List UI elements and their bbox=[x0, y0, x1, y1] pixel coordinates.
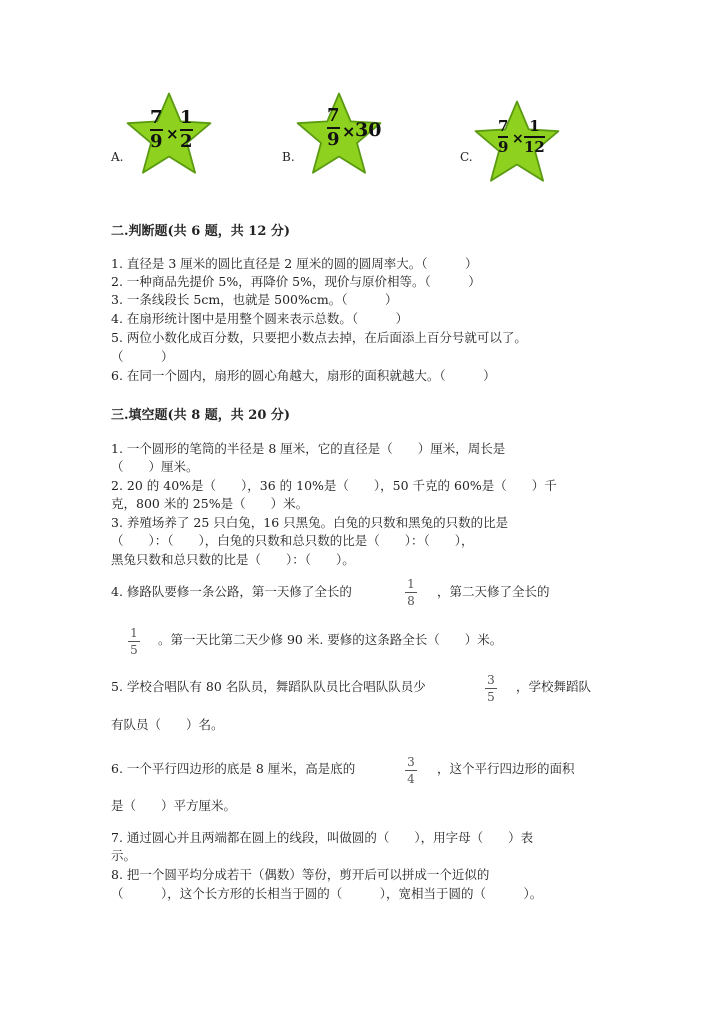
times-sign: × bbox=[342, 122, 356, 141]
fill-q3-line2: （ ）：（ ），白兔的只数和总只数的比是（ ）：（ ）， bbox=[111, 533, 474, 548]
fraction-7-9: 7 9 bbox=[327, 105, 340, 150]
fill-q4-after: ，第二天修了全长的 bbox=[437, 584, 550, 599]
fill-q6-line2: 是（ ）平方厘米。 bbox=[111, 798, 237, 813]
option-b-star bbox=[294, 89, 384, 179]
fraction-3-5: 3 5 bbox=[485, 674, 497, 703]
fill-q8-line1: 8. 把一个圆平均分成若干（偶数）等份，剪开后可以拼成一个近似的 bbox=[111, 867, 490, 882]
fill-q8-line2: （ ），这个长方形的长相当于圆的（ ），宽相当于圆的（ ）。 bbox=[111, 886, 543, 901]
option-c-label: C. bbox=[460, 150, 473, 164]
fraction-1-12: 1 12 bbox=[524, 117, 545, 156]
judge-item-5-cont: （ ） bbox=[111, 349, 174, 364]
judge-item-6: 6. 在同一个圆内，扇形的圆心角越大，扇形的面积就越大。（ ） bbox=[111, 368, 496, 383]
times-sign: × bbox=[166, 125, 179, 143]
fraction-7-9: 7 9 bbox=[498, 117, 509, 156]
fill-q6-after: ，这个平行四边形的面积 bbox=[437, 761, 575, 776]
option-b-label: B. bbox=[282, 150, 295, 164]
judge-item-1: 1. 直径是 3 厘米的圆比直径是 2 厘米的圆的圆周率大。（ ） bbox=[111, 256, 478, 271]
times-sign: × bbox=[512, 131, 524, 147]
fraction-3-4: 3 4 bbox=[405, 756, 417, 785]
fill-q7-line1: 7. 通过圆心并且两端都在圆上的线段，叫做圆的（ ），用字母（ ）表 bbox=[111, 830, 534, 845]
fill-q3-line1: 3. 养殖场养了 25 只白兔，16 只黑兔。白兔的只数和黑兔的只数的比是 bbox=[111, 515, 509, 530]
fraction-1-8: 1 8 bbox=[405, 578, 417, 607]
fraction-1-2: 1 2 bbox=[180, 107, 193, 152]
fill-q5-line2: 有队员（ ）名。 bbox=[111, 717, 224, 732]
section-3-title: 三.填空题(共 8 题，共 20 分) bbox=[111, 408, 291, 423]
judge-item-4: 4. 在扇形统计图中是用整个圆来表示总数。（ ） bbox=[111, 311, 409, 326]
fill-q1-line2: （ ）厘米。 bbox=[111, 459, 199, 474]
judge-item-3: 3. 一条线段长 5cm，也就是 500%cm。（ ） bbox=[111, 292, 398, 307]
option-c-star bbox=[472, 97, 562, 187]
fill-q7-line2: 示。 bbox=[111, 848, 137, 863]
fill-q6-before: 6. 一个平行四边形的底是 8 厘米，高是底的 bbox=[111, 761, 356, 776]
fraction-1-5: 1 5 bbox=[128, 627, 140, 656]
fill-q5-after: ，学校舞蹈队 bbox=[516, 679, 592, 694]
fill-q2-line2: 克，800 米的 25%是（ ）米。 bbox=[111, 496, 309, 511]
number-30: 30 bbox=[355, 119, 382, 141]
fill-q4-before: 4. 修路队要修一条公路，第一天修了全长的 bbox=[111, 584, 352, 599]
fill-q2-line1: 2. 20 的 40%是（ ），36 的 10%是（ ），50 千克的 60%是（ ）千 bbox=[111, 478, 557, 493]
option-a-star bbox=[124, 89, 214, 179]
fraction-7-9: 7 9 bbox=[150, 107, 163, 152]
judge-item-2: 2. 一种商品先提价 5%，再降价 5%，现价与原价相等。（ ） bbox=[111, 274, 481, 289]
fill-q4-line2: 。第一天比第二天少修 90 米. 要修的这条路全长（ ）米。 bbox=[158, 632, 503, 647]
option-a-label: A. bbox=[111, 150, 124, 164]
fill-q5-before: 5. 学校合唱队有 80 名队员，舞蹈队队员比合唱队队员少 bbox=[111, 679, 426, 694]
section-2-title: 二.判断题(共 6 题，共 12 分) bbox=[111, 224, 291, 239]
judge-item-5: 5. 两位小数化成百分数，只要把小数点去掉，在后面添上百分号就可以了。 bbox=[111, 330, 527, 345]
fill-q3-line3: 黑兔只数和总只数的比是（ ）：（ ）。 bbox=[111, 552, 355, 567]
fill-q1-line1: 1. 一个圆形的笔筒的半径是 8 厘米，它的直径是（ ）厘米，周长是 bbox=[111, 441, 506, 456]
